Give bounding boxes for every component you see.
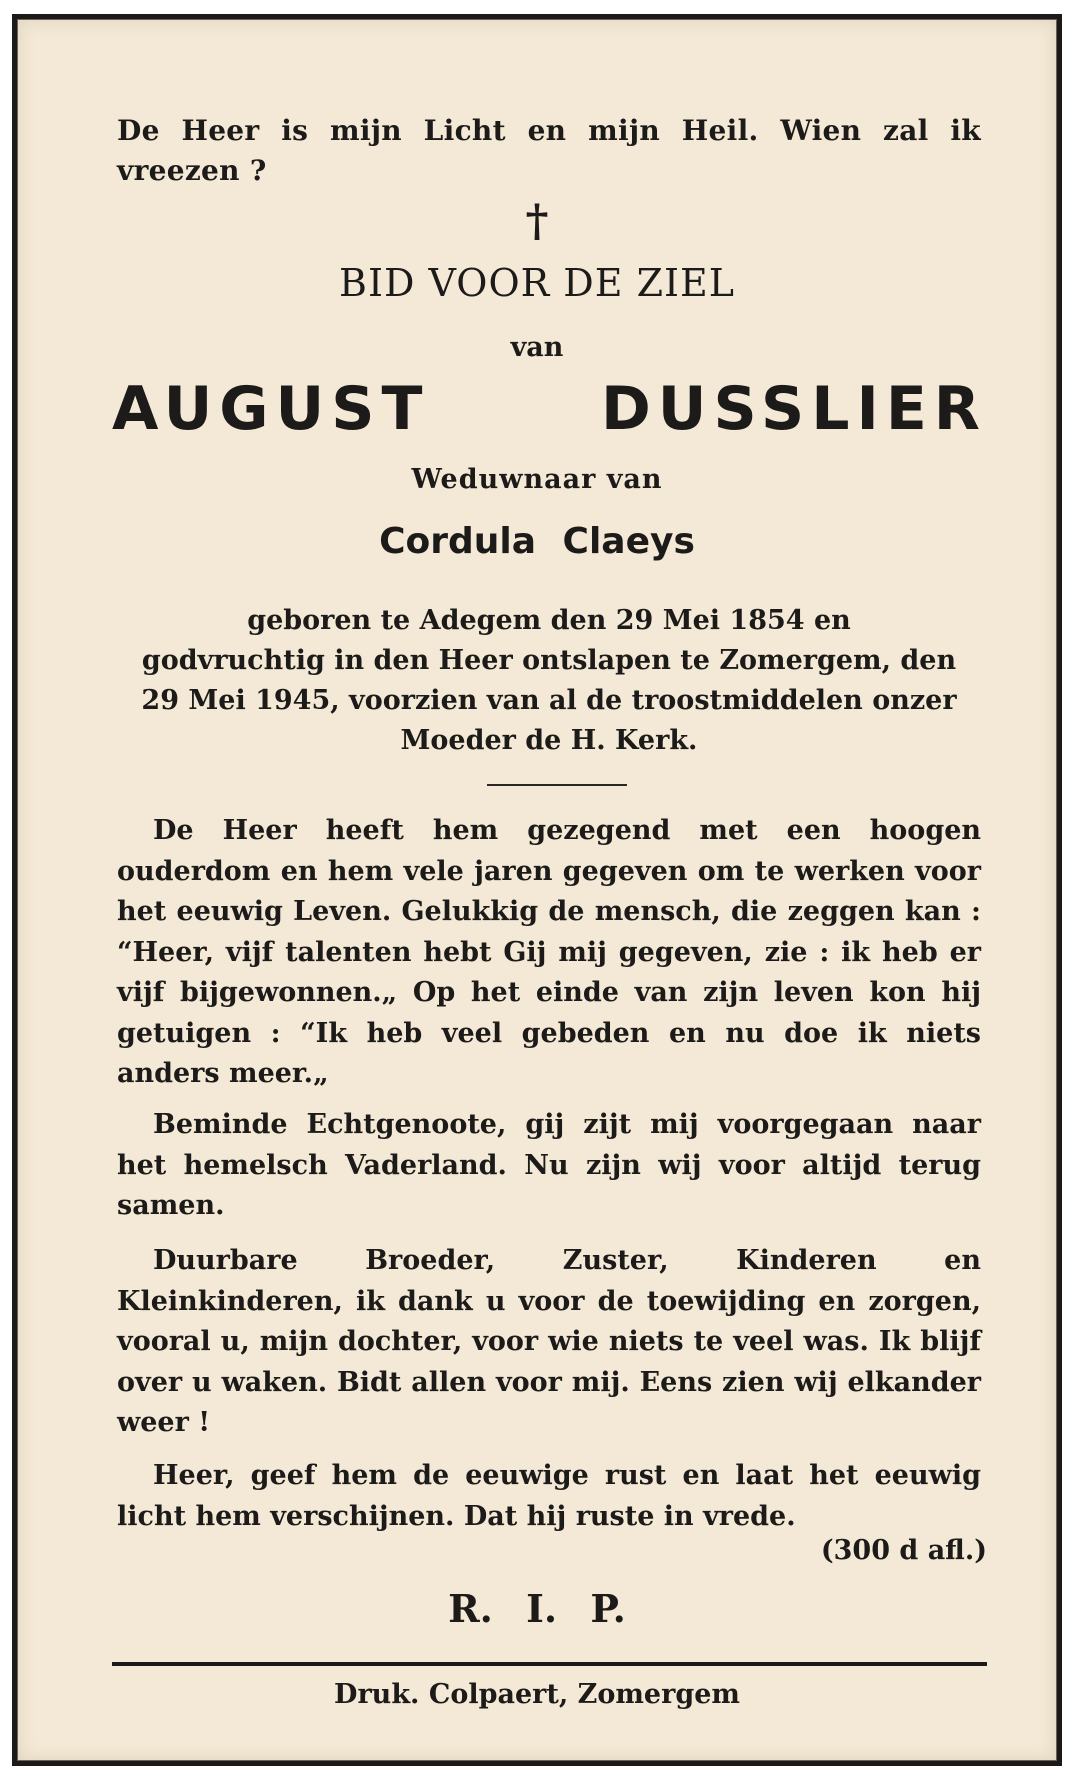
birth-line: godvruchtig in den Heer ontslapen te Zomergem, den [141,645,957,676]
text-paragraph: Heer, geef hem de eeuwige rust en laat het eeuwig licht hem verschijnen. Dat hij ruste in vrede. [117,1460,981,1532]
memorial-card [12,14,1062,1766]
text-paragraph: Duurbare Broeder, Zuster, Kinderen en Kleinkinderen, ik dank u voor de toewijding en zorgen, vooral u, mijn dochter, voor wie niets te veel was. Ik blijf over u waken. Bidt allen voor mij. Eens zien wij elkander weer ! [117,1245,981,1438]
birth-line: 29 Mei 1945, voorzien van al de troostmiddelen onzer [141,685,957,716]
indulgence-note: (300 d afl.) [820,1535,987,1566]
text-paragraph: Beminde Echtgenoote, gij zijt mij voorgegaan naar het hemelsch Vaderland. Nu zijn wij voor altijd terug samen. [117,1109,981,1221]
text-paragraph: De Heer heeft hem gezegend met een hoogen ouderdom en hem vele jaren gegeven om te werken voor het eeuwig Leven. Gelukkig de mensch, die zeggen kan : “Heer, vijf talenten hebt Gij mij gegeven, zie : ik heb er vijf bijgewonnen.„ Op het einde van zijn leven kon hij getuigen : “Ik heb veel gebeden en nu doe ik niets anders meer.„ [117,815,981,1089]
printer-credit: Druk. Colpaert, Zomergem [334,1679,740,1710]
rip-text: R. I. P. [448,1586,626,1631]
epigraph: De Heer is mijn Licht en mijn Heil. Wien zal ik vreezen ? [117,114,981,187]
deceased-first-name: AUGUST [112,374,430,444]
spouse-name: Cordula Claeys [379,521,695,562]
birth-line: Moeder de H. Kerk. [400,725,698,756]
cross-icon: † [525,196,549,247]
birth-death-details [117,601,981,761]
bottom-rule [112,1662,987,1666]
deceased-last-name: DUSSLIER [601,374,987,444]
relation-label: Weduwnaar van [411,464,663,495]
prayer-heading: BID VOOR DE ZIEL [339,261,735,305]
deceased-name [112,369,987,449]
divider [487,784,627,786]
birth-line: geboren te Adegem den 29 Mei 1854 en [247,605,851,636]
van-label: van [510,332,564,363]
